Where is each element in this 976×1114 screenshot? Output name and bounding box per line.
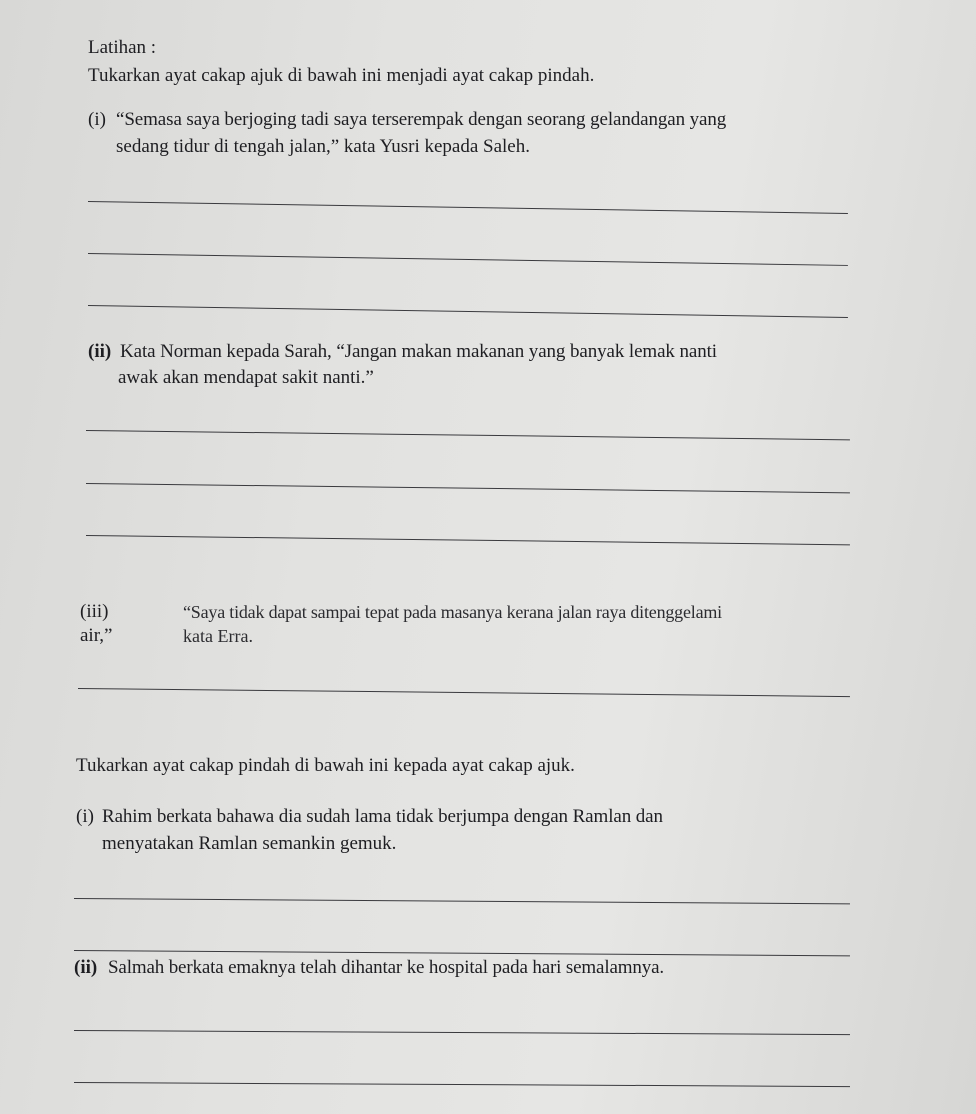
section2-item2-line1: Salmah berkata emaknya telah dihantar ke hospital pada hari semalamnya. [108, 957, 664, 978]
answer-line[interactable] [74, 1082, 850, 1087]
answer-line[interactable] [86, 483, 850, 493]
answer-line[interactable] [88, 253, 848, 266]
section2-item1-number: (i) [76, 806, 94, 827]
worksheet-heading: Latihan : [88, 37, 157, 58]
section2-item2-number: (ii) [74, 957, 98, 978]
answer-line[interactable] [74, 898, 850, 904]
section2-instruction: Tukarkan ayat cakap pindah di bawah ini kepada ayat cakap ajuk. [76, 755, 575, 776]
answer-line[interactable] [86, 535, 850, 545]
section1-item2-line1: Kata Norman kepada Sarah, “Jangan makan makanan yang banyak lemak nanti [120, 341, 717, 362]
section1-item1-line2: sedang tidur di tengah jalan,” kata Yusri kepada Saleh. [116, 136, 530, 157]
section1-item3-line2b: kata Erra. [183, 626, 253, 646]
section2-item1-line1: Rahim berkata bahawa dia sudah lama tidak berjumpa dengan Ramlan dan [102, 806, 663, 827]
section1-item3-line1: “Saya tidak dapat sampai tepat pada masanya kerana jalan raya ditenggelami [183, 602, 722, 622]
section1-item1-number: (i) [88, 109, 106, 130]
section1-item2-number: (ii) [88, 341, 112, 362]
section1-item2-line2: awak akan mendapat sakit nanti.” [118, 367, 374, 388]
section1-item1-line1: “Semasa saya berjoging tadi saya terserempak dengan seorang gelandangan yang [116, 109, 727, 130]
section2-item1-line2: menyatakan Ramlan semankin gemuk. [102, 833, 397, 854]
answer-line[interactable] [86, 430, 850, 440]
answer-line[interactable] [88, 305, 848, 318]
section1-item3-line2a: air,” [80, 625, 113, 646]
answer-line[interactable] [78, 688, 850, 697]
answer-line[interactable] [74, 1030, 850, 1035]
section1-instruction: Tukarkan ayat cakap ajuk di bawah ini menjadi ayat cakap pindah. [88, 65, 595, 86]
section1-item3-number: (iii) [80, 601, 109, 622]
answer-line[interactable] [88, 201, 848, 214]
